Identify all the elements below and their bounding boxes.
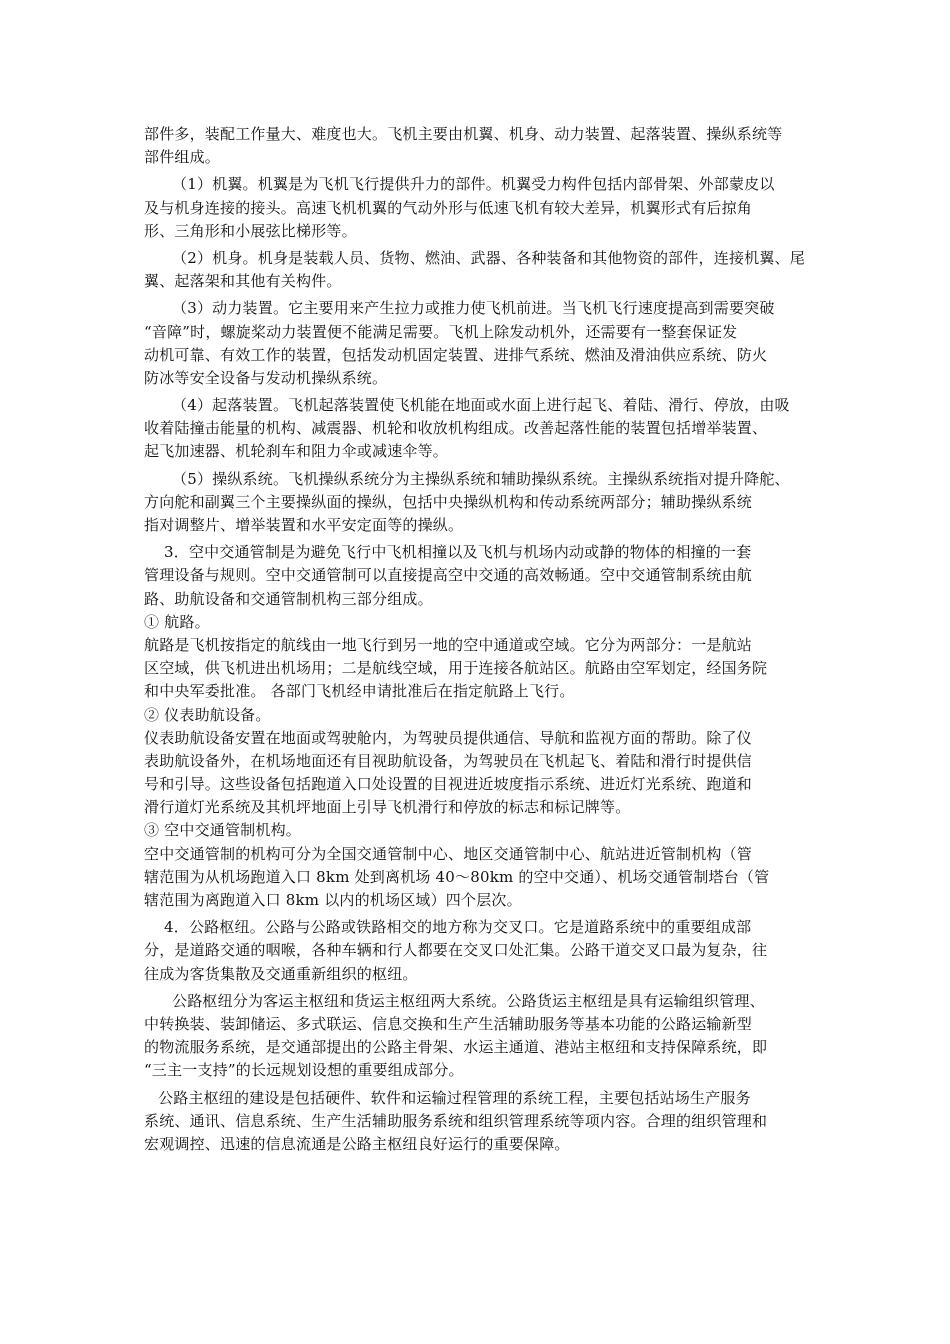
text-line: 4．公路枢纽。公路与公路或铁路相交的地方称为交叉口。它是道路系统中的重要组成部 (164, 918, 752, 937)
text-line: 系统、通讯、信息系统、生产生活辅助服务系统和组织管理系统等项内容。合理的组织管理和 (144, 1111, 768, 1130)
text-line: 号和引导。这些设备包括跑道入口处设置的目视进近坡度指示系统、进近灯光系统、跑道和 (144, 775, 753, 794)
fuselage-paragraph (144, 247, 816, 293)
landing-paragraph (144, 394, 816, 464)
intro-paragraph (144, 123, 816, 169)
control-paragraph (144, 468, 816, 538)
text-line: 管理设备与规则。空中交通管制可以直接提高空中交通的高效畅通。空中交通管制系统由航 (144, 566, 753, 585)
nav-section (144, 704, 816, 820)
text-line: 空中交通管制的机构可分为全国交通管制中心、地区交通管制中心、航站进近管制机构（管 (144, 844, 753, 863)
text-line: （4）起落装置。飞机起落装置使飞机能在地面或水面上进行起飞、着陆、滑行、停放，由吸 (172, 396, 790, 415)
text-line: （5）操纵系统。飞机操纵系统分为主操纵系统和辅助操纵系统。主操纵系统指对提升降舵、 (172, 469, 790, 488)
text-line: （1）机翼。机翼是为飞机飞行提供升力的部件。机翼受力构件包括内部骨架、外部蒙皮以 (172, 175, 775, 194)
text-line: 滑行道灯光系统及其机坪地面上引导飞机滑行和停放的标志和标记牌等。 (144, 798, 631, 817)
text-line: 公路主枢纽的建设是包括硬件、软件和运输过程管理的系统工程，主要包括站场生产服务 (158, 1088, 751, 1107)
section-heading: ③ 空中交通管制机构。 (144, 821, 301, 840)
text-line: 公路枢纽分为客运主枢纽和货运主枢纽两大系统。公路货运主枢纽是具有运输组织管理、 (172, 991, 765, 1010)
text-line: 仪表助航设备安置在地面或驾驶舱内，为驾驶员提供通信、导航和监视方面的帮助。除了仪 (144, 728, 753, 747)
text-line: “音障”时，螺旋桨动力装置便不能满足需要。飞机上除发动机外，还需要有一整套保证发 (144, 322, 738, 341)
route-section (144, 611, 816, 704)
text-line: 收着陆撞击能量的机构、减震器、机轮和收放机构组成。改善起落性能的装置包括增举装置、 (144, 419, 768, 438)
text-line: 辖范围为离跑道入口 8km 以内的机场区域）四个层次。 (144, 891, 522, 909)
agency-section (144, 819, 816, 912)
text-line: 的物流服务系统，是交通部提出的公路主骨架、水运主通道、港站主枢纽和支持保障系统，即 (144, 1038, 768, 1057)
text-line: 及与机身连接的接头。高速飞机机翼的气动外形与低速飞机有较大差异，机翼形式有后掠角 (144, 198, 753, 217)
wing-paragraph (144, 173, 816, 243)
text-line: 辖范围为从机场跑道入口 8km 处到离机场 40～80km 的空中交通）、机场交通管制塔台（管 (144, 867, 770, 886)
text-line: 表助航设备外，在机场地面还有目视助航设备，为驾驶员在飞机起飞、着陆和滑行时提供信 (144, 751, 753, 770)
section-heading: ② 仪表助航设备。 (144, 705, 271, 724)
text-line: 宏观调控、迅速的信息流通是公路主枢纽良好运行的重要保障。 (144, 1134, 570, 1153)
section-heading: ① 航路。 (144, 612, 210, 631)
text-line: 方向舵和副翼三个主要操纵面的操纵，包括中央操纵机构和传动系统两部分；辅助操纵系统 (144, 492, 753, 511)
text-line: 部件多，装配工作量大、难度也大。飞机主要由机翼、机身、动力装置、起落装置、操纵系统等 (144, 125, 783, 143)
text-line: 形、三角形和小展弦比梯形等。 (144, 221, 357, 240)
hub-build-paragraph (144, 1087, 816, 1157)
text-line: 往成为客货集散及交通重新组织的枢纽。 (144, 964, 418, 983)
text-line: “三主一支持”的长远规划设想的重要组成部分。 (144, 1061, 464, 1080)
text-line: 指对调整片、增举装置和水平安定面等的操纵。 (144, 516, 464, 534)
atc-paragraph (144, 541, 816, 611)
text-line: 中转换装、装卸储运、多式联运、信息交换和生产生活辅助服务等基本功能的公路运输新型 (144, 1014, 753, 1033)
text-line: 防冰等安全设备与发动机操纵系统。 (144, 368, 388, 387)
text-line: 航路是飞机按指定的航线由一地飞行到另一地的空中通道或空域。它分为两部分：一是航站 (144, 635, 753, 654)
text-line: （2）机身。机身是装载人员、货物、燃油、武器、各种装备和其他物资的部件，连接机翼、尾 (172, 248, 805, 267)
text-line: 部件组成。 (144, 148, 221, 167)
text-line: 和中央军委批准。 各部门飞机经申请批准后在指定航路上飞行。 (144, 682, 575, 701)
text-line: 动机可靠、有效工作的装置，包括发动机固定装置、进排气系统、燃油及滑油供应系统、防火 (144, 345, 768, 364)
text-line: 起飞加速器、机轮刹车和阻力伞或减速伞等。 (144, 442, 449, 461)
document-page (144, 123, 816, 1156)
text-line: 路、助航设备和交通管制机构三部分组成。 (144, 589, 433, 608)
text-line: 3．空中交通管制是为避免飞行中飞机相撞以及飞机与机场内动或静的物体的相撞的一套 (164, 543, 752, 562)
hub-types-paragraph (144, 990, 816, 1083)
text-line: （3）动力装置。它主要用来产生拉力或推力使飞机前进。当飞机飞行速度提高到需要突破 (172, 299, 775, 318)
text-line: 分，是道路交通的咽喉，各种车辆和行人都要在交叉口处汇集。公路干道交叉口最为复杂，往 (144, 941, 768, 960)
power-paragraph (144, 297, 816, 390)
text-line: 区空域，供飞机进出机场用；二是航线空域，用于连接各航站区。航路由空军划定，经国务院 (144, 659, 768, 678)
hub-paragraph (144, 916, 816, 986)
text-line: 翼、起落架和其他有关构件。 (144, 272, 342, 291)
